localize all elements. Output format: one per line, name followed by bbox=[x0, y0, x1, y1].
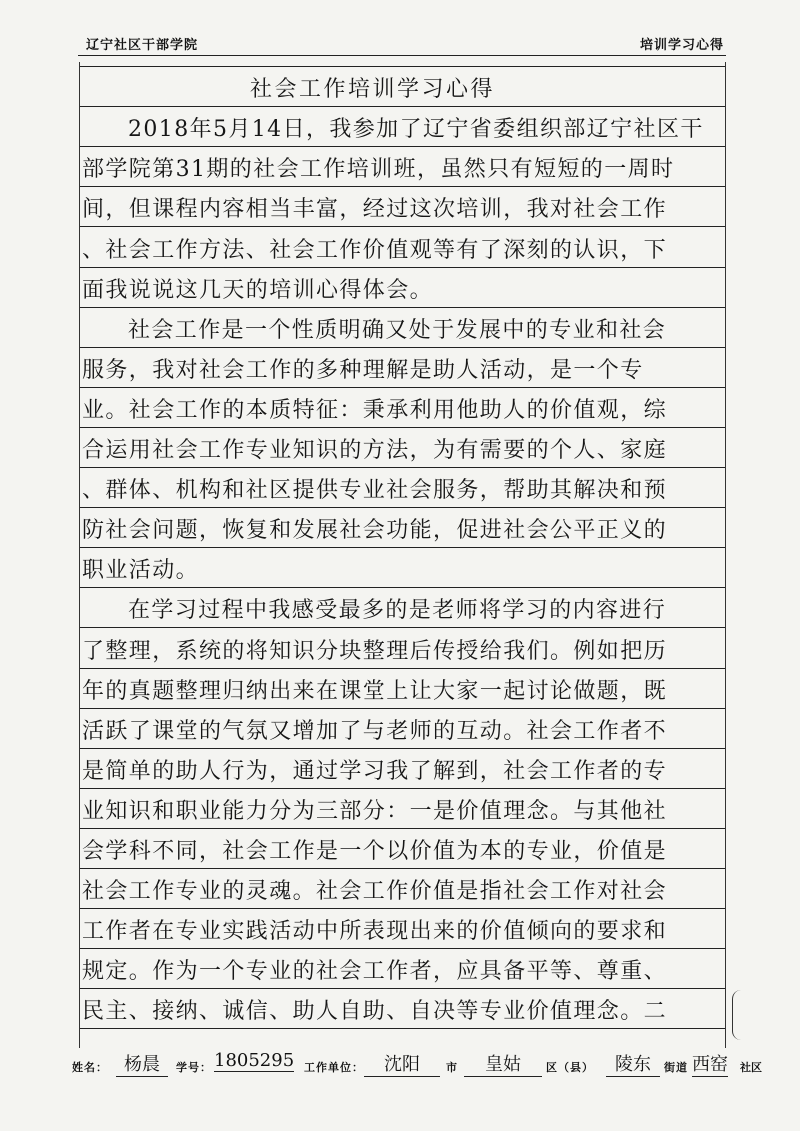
ruled-line bbox=[80, 70, 725, 107]
student-info-footer bbox=[72, 1050, 732, 1078]
ruled-line bbox=[80, 471, 725, 508]
student-id-label: 学号： bbox=[176, 1061, 212, 1074]
ruled-line bbox=[80, 150, 725, 187]
ruled-line bbox=[80, 632, 725, 669]
name-value: 杨晨 bbox=[116, 1050, 168, 1077]
essay-line: 社会工作是一个性质明确又处于发展中的专业和社会 bbox=[128, 317, 667, 343]
document-type: 培训学习心得 bbox=[640, 38, 725, 53]
ruled-line bbox=[80, 190, 725, 227]
ruled-line bbox=[80, 912, 725, 949]
ruled-line bbox=[80, 311, 725, 348]
essay-line: 间，但课程内容相当丰富，经过这次培训，我对社会工作 bbox=[82, 197, 668, 223]
essay-line: 2018年5月14日，我参加了辽宁省委组织部辽宁社区干 bbox=[128, 117, 704, 143]
essay-line: 规定。作为一个专业的社会工作者，应具备平等、尊重、 bbox=[82, 959, 668, 985]
ruled-line bbox=[80, 110, 725, 147]
essay-line: 面我说说这几天的培训心得体会。 bbox=[82, 277, 434, 303]
essay-line: 社会工作专业的灵魂。社会工作价值是指社会工作对社会 bbox=[82, 879, 668, 905]
ruled-line bbox=[80, 351, 725, 388]
essay-title: 社会工作培训学习心得 bbox=[250, 77, 496, 103]
essay-line: 、社会工作方法、社会工作价值观等有了深刻的认识，下 bbox=[82, 237, 668, 263]
street-suffix: 街道 bbox=[664, 1061, 688, 1074]
essay-line: 业。社会工作的本质特征：秉承利用他助人的价值观，综 bbox=[82, 397, 668, 423]
essay-line: 防社会问题，恢复和发展社会功能，促进社会公平正义的 bbox=[82, 518, 668, 544]
essay-line: 部学院第31期的社会工作培训班，虽然只有短短的一周时 bbox=[82, 157, 675, 183]
ruled-line bbox=[80, 511, 725, 548]
essay-line: 活跃了课堂的气氛又增加了与老师的互动。社会工作者不 bbox=[82, 718, 668, 744]
essay-line: 了整理，系统的将知识分块整理后传授给我们。例如把历 bbox=[82, 638, 668, 664]
essay-line: 民主、接纳、诚信、助人自助、自决等专业价值理念。二 bbox=[82, 999, 668, 1025]
city-value: 沈阳 bbox=[364, 1050, 440, 1077]
community-suffix: 社区 bbox=[740, 1061, 762, 1074]
essay-line: 工作者在专业实践活动中所表现出来的价值倾向的要求和 bbox=[82, 919, 668, 945]
ruled-line bbox=[80, 792, 725, 829]
ruled-line bbox=[80, 591, 725, 628]
lined-writing-sheet bbox=[79, 62, 726, 1048]
work-unit-label: 工作单位： bbox=[304, 1061, 364, 1074]
community-value: 西窑 bbox=[692, 1050, 728, 1077]
ruled-line bbox=[80, 832, 725, 869]
essay-line: 业知识和职业能力分为三部分：一是价值理念。与其他社 bbox=[82, 798, 668, 824]
essay-line: 服务，我对社会工作的多种理解是助人活动，是一个专 bbox=[82, 357, 644, 383]
street-value: 陵东 bbox=[606, 1050, 660, 1077]
ruled-line bbox=[80, 952, 725, 989]
name-label: 姓名： bbox=[72, 1061, 108, 1074]
city-suffix: 市 bbox=[446, 1061, 458, 1074]
district-value: 皇姑 bbox=[464, 1050, 542, 1077]
student-id-value: 1805295 bbox=[214, 1050, 295, 1071]
ruled-line bbox=[80, 752, 725, 789]
ruled-line bbox=[80, 872, 725, 909]
ruled-line bbox=[80, 551, 725, 588]
essay-line: 是简单的助人行为，通过学习我了解到，社会工作者的专 bbox=[82, 758, 668, 784]
essay-line: 在学习过程中我感受最多的是老师将学习的内容进行 bbox=[128, 598, 667, 624]
ruled-line bbox=[80, 992, 725, 1029]
margin-pen-mark bbox=[732, 990, 741, 1040]
essay-line: 年的真题整理归纳出来在课堂上让大家一起讨论做题，既 bbox=[82, 678, 668, 704]
ruled-line bbox=[80, 391, 725, 428]
ruled-line bbox=[80, 231, 725, 268]
essay-line: 合运用社会工作专业知识的方法，为有需要的个人、家庭 bbox=[82, 438, 668, 463]
institution-name: 辽宁社区干部学院 bbox=[86, 38, 199, 53]
district-suffix: 区（县） bbox=[546, 1061, 594, 1074]
essay-line: 会学科不同，社会工作是一个以价值为本的专业，价值是 bbox=[82, 839, 668, 864]
ruled-line bbox=[80, 271, 725, 308]
essay-line: 职业活动。 bbox=[82, 558, 200, 584]
ruled-line bbox=[80, 431, 725, 468]
ruled-line bbox=[80, 712, 725, 749]
ruled-line bbox=[80, 30, 725, 67]
essay-line: 、群体、机构和社区提供专业社会服务，帮助其解决和预 bbox=[82, 478, 668, 504]
ruled-line bbox=[80, 672, 725, 709]
